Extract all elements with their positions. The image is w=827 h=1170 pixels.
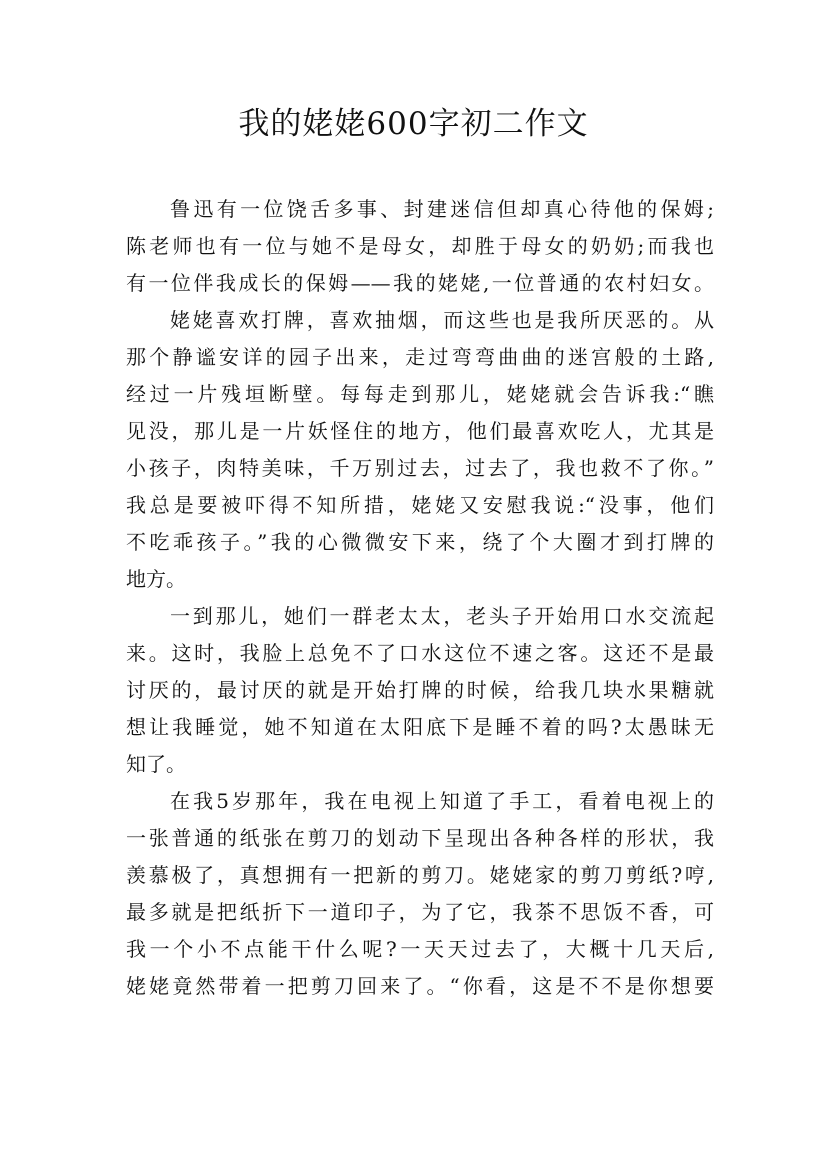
paragraph-line: 一张普通的纸张在剪刀的划动下呈现出各种各样的形状，我	[126, 826, 714, 850]
paragraph-line: 小孩子，肉特美味，千万别过去，过去了，我也救不了你。”	[126, 456, 714, 480]
paragraph-line: 见没，那儿是一片妖怪住的地方，他们最喜欢吃人，尤其是	[126, 419, 714, 443]
paragraph-line: 我一个小不点能干什么呢?一天天过去了，大概十几天后,	[126, 937, 714, 961]
paragraph-line: 想让我睡觉，她不知道在太阳底下是睡不着的吗?太愚昧无	[126, 715, 714, 739]
paragraph-line: 不吃乖孩子。”我的心微微安下来，绕了个大圈才到打牌的	[126, 530, 714, 554]
paragraph-line: 姥姥竟然带着一把剪刀回来了。“你看，这是不不是你想要	[126, 974, 714, 998]
paragraph-line: 羡慕极了，真想拥有一把新的剪刀。姥姥家的剪刀剪纸?哼,	[126, 863, 714, 887]
paragraph-line: 我总是要被吓得不知所措，姥姥又安慰我说:“没事，他们	[126, 493, 714, 517]
paragraph-line: 姥姥喜欢打牌，喜欢抽烟，而这些也是我所厌恶的。从	[170, 308, 714, 332]
paragraph-line: 来。这时，我脸上总免不了口水这位不速之客。这还不是最	[126, 641, 714, 665]
paragraph-line: 讨厌的，最讨厌的就是开始打牌的时候，给我几块水果糖就	[126, 678, 714, 702]
essay-body	[126, 191, 714, 1005]
paragraph-line: 一到那儿，她们一群老太太，老头子开始用口水交流起	[170, 604, 714, 628]
paragraph-line: 在我5岁那年，我在电视上知道了手工，看着电视上的	[170, 789, 714, 813]
paragraph-line: 经过一片残垣断壁。每每走到那儿，姥姥就会告诉我:“瞧	[126, 382, 714, 406]
paragraph-line: 知了。	[126, 752, 186, 776]
document-title: 我的姥姥600字初二作文	[238, 106, 589, 142]
paragraph-line: 那个静谧安详的园子出来，走过弯弯曲曲的迷宫般的土路,	[126, 345, 714, 369]
paragraph-line: 陈老师也有一位与她不是母女，却胜于母女的奶奶;而我也	[126, 234, 714, 258]
paragraph-line: 鲁迅有一位饶舌多事、封建迷信但却真心待他的保姆;	[170, 197, 714, 221]
paragraph-line: 最多就是把纸折下一道印子，为了它，我茶不思饭不香，可	[126, 900, 714, 924]
paragraph-line: 有一位伴我成长的保姆——我的姥姥,一位普通的农村妇女。	[126, 271, 714, 295]
paragraph-line: 地方。	[126, 567, 186, 591]
